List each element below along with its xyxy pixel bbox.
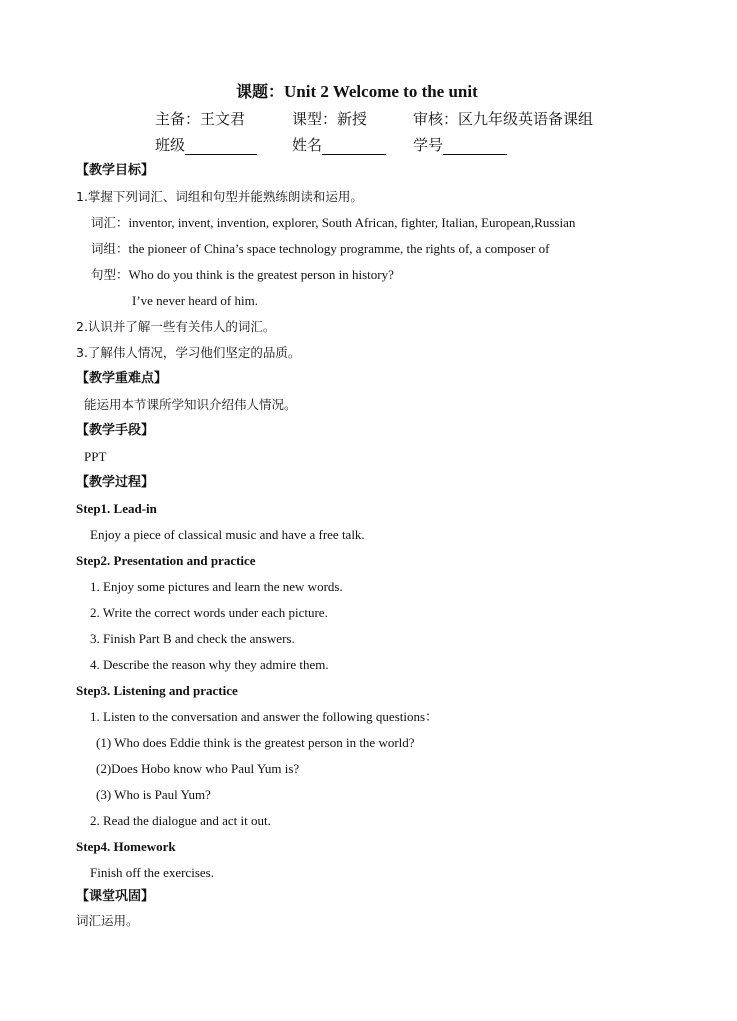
step2-item: 2. Write the correct words under each picture. <box>90 605 328 620</box>
step3-question: (3) Who is Paul Yum? <box>96 787 211 802</box>
number-label: 学号 <box>413 136 444 154</box>
name-field <box>292 136 386 155</box>
consolidation-header: 【课堂巩固】 <box>76 889 155 904</box>
sentence-1: Who do you think is the greatest person in history? <box>128 267 394 282</box>
step3-question: (1) Who does Eddie think is the greatest person in the world? <box>96 735 415 750</box>
phrase-text: the pioneer of China’s space technology programme, the rights of, a composer of <box>128 241 550 256</box>
sentence-label: 句型： <box>91 267 129 282</box>
phrase-line <box>91 241 549 257</box>
step3-title: Step3. Listening and practice <box>76 683 238 698</box>
step1-item: Enjoy a piece of classical music and have a free talk. <box>90 527 365 542</box>
name-blank[interactable] <box>322 140 386 155</box>
reviewer-field: 审核：区九年级英语备课组 <box>413 110 594 128</box>
lesson-type-wrap <box>292 110 367 129</box>
vocab-text: inventor, invent, invention, explorer, South African, fighter, Italian, European,Russian <box>128 215 576 230</box>
process-header: 【教学过程】 <box>76 475 155 490</box>
step2-item: 1. Enjoy some pictures and learn the new words. <box>90 579 343 594</box>
class-field <box>155 136 257 155</box>
number-field <box>413 136 507 155</box>
class-label: 班级 <box>155 136 186 154</box>
vocab-line <box>91 215 575 231</box>
step2-item: 4. Describe the reason why they admire them. <box>90 657 329 672</box>
title-text: Unit 2 Welcome to the unit <box>284 82 478 101</box>
meta-row-1 <box>155 110 245 129</box>
key-points-text: 能运用本节课所学知识介绍伟人情况。 <box>84 397 297 412</box>
step4-item: Finish off the exercises. <box>90 865 214 880</box>
step3-question: (2)Does Hobo know who Paul Yum is? <box>96 761 300 776</box>
step4-title: Step4. Homework <box>76 839 176 854</box>
objectives-header: 【教学目标】 <box>76 163 155 178</box>
number-blank[interactable] <box>443 140 507 155</box>
step3-item: 2. Read the dialogue and act it out. <box>90 813 271 828</box>
objective-3: 3.了解伟人情况，学习他们坚定的品质。 <box>76 345 301 360</box>
title-prefix: 课题： <box>236 82 285 101</box>
key-points-header: 【教学重难点】 <box>76 371 168 386</box>
objective-2: 2.认识并了解一些有关伟人的词汇。 <box>76 319 276 334</box>
means-header: 【教学手段】 <box>76 423 155 438</box>
sentence-line <box>91 267 394 283</box>
phrase-label: 词组： <box>91 241 129 256</box>
page-title <box>236 82 478 102</box>
reviewer-wrap <box>413 110 593 129</box>
consolidation-text: 词汇运用。 <box>76 913 139 928</box>
step2-item: 3. Finish Part B and check the answers. <box>90 631 295 646</box>
lesson-type-field: 课型：新授 <box>292 110 368 128</box>
step2-title: Step2. Presentation and practice <box>76 553 256 568</box>
editor-field: 主备：王文君 <box>155 110 246 128</box>
step1-title: Step1. Lead-in <box>76 501 157 516</box>
vocab-label: 词汇： <box>91 215 129 230</box>
sentence-2: I’ve never heard of him. <box>132 293 258 308</box>
means-text: PPT <box>84 449 107 464</box>
name-label: 姓名 <box>292 136 323 154</box>
step3-item: 1. Listen to the conversation and answer the following questions： <box>90 709 439 724</box>
objective-1: 1.掌握下列词汇、词组和句型并能熟练朗读和运用。 <box>76 189 363 204</box>
class-blank[interactable] <box>185 140 257 155</box>
